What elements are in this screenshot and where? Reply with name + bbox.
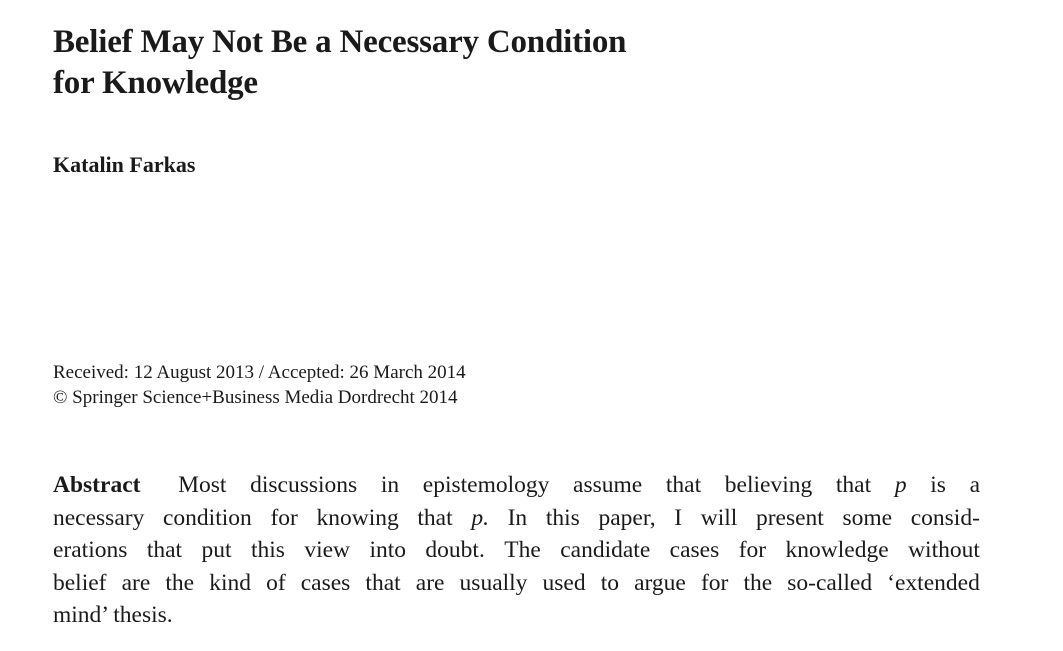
abstract-word: belief xyxy=(53,569,107,596)
abstract-line xyxy=(53,502,980,535)
abstract-word: that xyxy=(417,504,453,531)
abstract-word: doubt. xyxy=(425,537,485,563)
abstract-line xyxy=(53,534,980,567)
abstract-word: in xyxy=(380,472,400,498)
abstract-word: so-called xyxy=(787,569,873,596)
abstract-line xyxy=(53,599,980,632)
publication-info xyxy=(53,360,466,410)
abstract-word: I xyxy=(674,504,683,531)
abstract-word: the xyxy=(165,569,195,596)
abstract-word: the xyxy=(743,569,773,596)
abstract-word: paper, xyxy=(598,504,656,531)
paper-title xyxy=(53,22,626,104)
abstract-word: kind xyxy=(209,569,251,596)
abstract-word: argue xyxy=(634,569,686,596)
abstract-word: of xyxy=(266,569,286,596)
abstract-word: The xyxy=(504,537,541,563)
abstract-word: condition xyxy=(163,504,252,531)
abstract-word: is xyxy=(930,472,946,498)
abstract-word: erations xyxy=(53,537,128,563)
abstract-word: ‘extended xyxy=(887,569,980,596)
copyright-notice: © Springer Science+Business Media Dordrecht 2014 xyxy=(53,387,458,408)
abstract-word: cases xyxy=(669,537,720,563)
abstract-word: to xyxy=(600,569,619,596)
abstract-word: cases xyxy=(300,569,351,596)
abstract-word: that xyxy=(835,472,872,498)
abstract-word: In xyxy=(507,504,528,531)
abstract-word: for xyxy=(738,537,767,563)
abstract-line xyxy=(53,567,980,600)
abstract-word: knowing xyxy=(316,504,399,531)
abstract-line xyxy=(53,469,980,502)
abstract-body xyxy=(53,469,980,632)
abstract-word: that xyxy=(665,472,702,498)
abstract-word: for xyxy=(700,569,729,596)
abstract-word: without xyxy=(908,537,980,563)
abstract-word: assume xyxy=(573,472,643,498)
abstract-word: consid- xyxy=(910,504,980,531)
paper-title-line-2: for Knowledge xyxy=(53,65,258,101)
abstract-word: that xyxy=(365,569,401,596)
abstract-word: view xyxy=(304,537,351,563)
abstract-word: believing xyxy=(724,472,813,498)
abstract-word: p xyxy=(894,472,907,498)
abstract-word: for xyxy=(270,504,298,531)
abstract-label: Abstract xyxy=(53,472,141,498)
abstract-word: epistemology xyxy=(422,472,550,498)
abstract-word: used xyxy=(542,569,586,596)
abstract-word: discussions xyxy=(250,472,358,498)
abstract-word: Most xyxy=(178,472,227,498)
abstract-word: mind’ thesis. xyxy=(53,602,173,628)
abstract-word: a xyxy=(969,472,980,498)
abstract-word: knowledge xyxy=(785,537,889,563)
abstract-word: usually xyxy=(459,569,528,596)
abstract-word: are xyxy=(121,569,151,596)
abstract-word: this xyxy=(545,504,580,531)
abstract-word: into xyxy=(369,537,406,563)
abstract-word: necessary xyxy=(53,504,145,531)
abstract-word: candidate xyxy=(560,537,651,563)
abstract-word: some xyxy=(842,504,893,531)
abstract-word: this xyxy=(250,537,285,563)
abstract-word: that xyxy=(146,537,183,563)
paper-title-line-1: Belief May Not Be a Necessary Condition xyxy=(53,24,627,60)
abstract-word: will xyxy=(700,504,738,531)
abstract-word: put xyxy=(201,537,232,563)
abstract-word: present xyxy=(755,504,824,531)
abstract-word: p. xyxy=(471,504,489,531)
received-accepted-dates: Received: 12 August 2013 / Accepted: 26 March 2014 xyxy=(53,362,466,383)
abstract xyxy=(53,469,980,632)
author-name: Katalin Farkas xyxy=(53,152,196,177)
abstract-word: are xyxy=(415,569,445,596)
